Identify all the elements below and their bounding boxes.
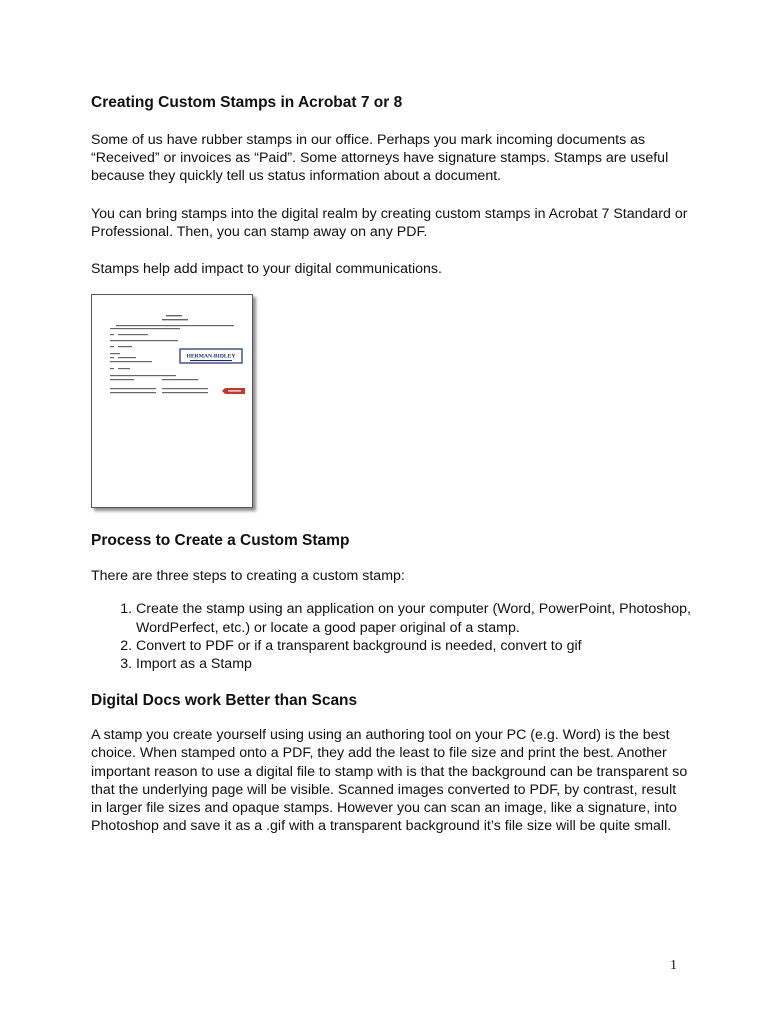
process-section-heading: Process to Create a Custom Stamp (91, 532, 350, 550)
thumbnail-graphic (92, 295, 252, 507)
arrow-stamp (222, 388, 245, 394)
intro-paragraph-1: Some of us have rubber stamps in our office. Perhaps you mark incoming documents as “Received” or invoices as “Paid”. Some attorneys have signature stamps. Stamps are useful because they quickly tell us status information about a document. (91, 132, 669, 185)
process-step: 3. Import as a Stamp (136, 655, 691, 673)
digital-section-heading: Digital Docs work Better than Scans (91, 692, 358, 710)
process-step: 2. Convert to PDF or if a transparent background is needed, convert to gif (136, 637, 691, 655)
intro-paragraph-3: Stamps help add impact to your digital communications. (91, 261, 442, 278)
page-number: 1 (670, 958, 677, 973)
herman-bidley-stamp (180, 349, 242, 363)
process-steps-list (91, 600, 691, 673)
stamp-logo-text: HERMAN-BIDLEY (186, 353, 236, 360)
digital-section-body: A stamp you create yourself using using an authoring tool on your PC (e.g. Word) is the best choice. When stamped onto a PDF, they add the least to file size and print the best. Another important reason to use a digital file to stamp with is that the background can be transparent so that the underlying page will be visible. Scanned images converted to PDF, by contrast, result in larger file sizes and opaque stamps. However you can scan an image, like a signature, into Photoshop and save it as a .gif with a transparent background it’s file size will be quite small. (91, 727, 688, 835)
document-title: Creating Custom Stamps in Acrobat 7 or 8 (91, 94, 403, 111)
page-content (91, 93, 691, 835)
process-step: 1. Create the stamp using an application on your computer (Word, PowerPoint, Photoshop, WordPerfect, etc.) or locate a good paper original of a stamp. (136, 600, 691, 636)
stamped-document-thumbnail (91, 294, 253, 508)
process-intro-text: There are three steps to creating a custom stamp: (91, 568, 405, 585)
intro-paragraph-2: You can bring stamps into the digital realm by creating custom stamps in Acrobat 7 Standard or Professional. Then, you can stamp away on any PDF. (91, 205, 688, 240)
